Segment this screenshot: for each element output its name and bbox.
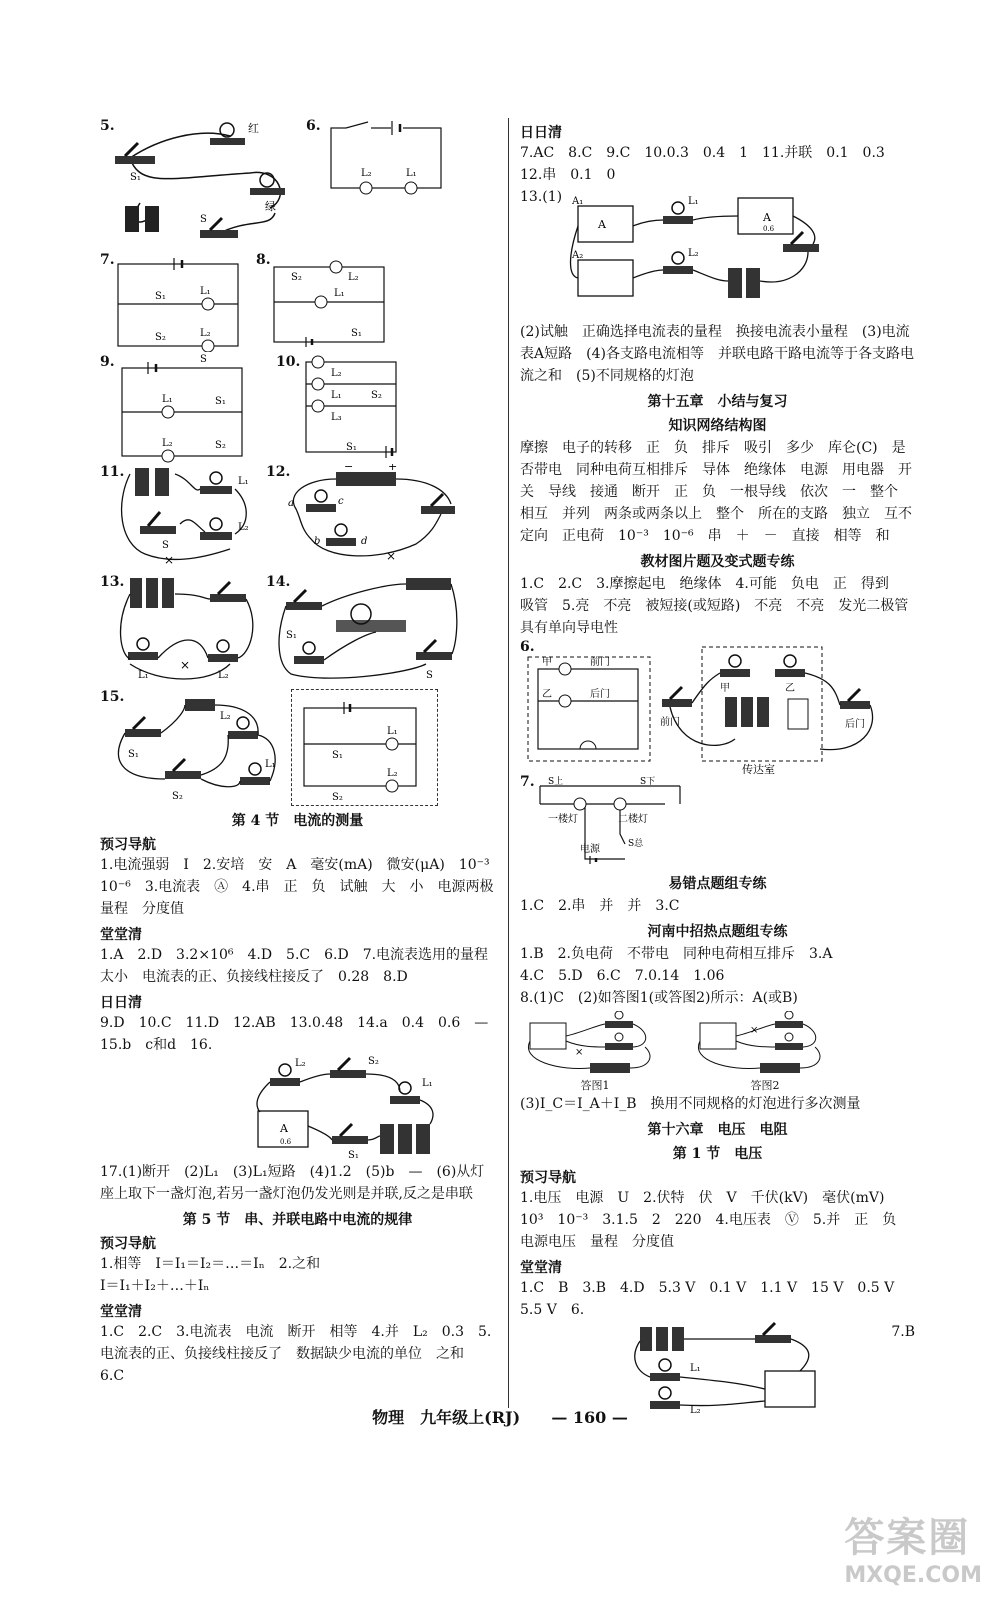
sec1-class-head: 堂堂清 <box>520 1260 562 1276</box>
label-back-door-2: 后门 <box>845 719 865 730</box>
henan-3: 8.(1)C (2)如答图1(或答图2)所示：A(或B) <box>520 990 798 1006</box>
label-c: c <box>338 496 344 507</box>
svg-text:×: × <box>575 1047 584 1058</box>
label-s2: S₂ <box>371 390 382 401</box>
diagram-q16 <box>250 1056 450 1161</box>
diagram-q13: 13. × L₁ L₂ <box>100 574 260 689</box>
diagram-r6: 6. 甲 前门 乙 后门 甲 乙 前门 后门 传达室 <box>520 639 915 774</box>
label-b: b <box>314 536 321 547</box>
diagram-q9: 9. S L₁ S₁ L₂ S₂ <box>100 354 270 464</box>
label-l2: L₂ <box>688 248 699 259</box>
left-column <box>100 118 508 1387</box>
label-s1: S₁ <box>215 396 226 407</box>
label-power: 电源 <box>580 844 600 855</box>
daily-head: 日日清 <box>520 125 562 141</box>
sec1-preview: 1.电压 电源 U 2.伏特 伏 V 千伏(kV) 毫伏(mV) 10³ 10⁻³ 3.1.5 2 220 4.电压表 Ⓥ 5.并 正 负 电源电压 量程 分度值 <box>520 1190 911 1250</box>
label-s-main: S总 <box>628 839 644 849</box>
diagram-q15: 15. L₂ S₁ L₁ S₂ <box>100 689 276 802</box>
label-plus: + <box>388 464 398 473</box>
sec1-preview-head: 预习导航 <box>520 1170 576 1186</box>
sec5-preview-1: 1.相等 I＝I₁＝I₂＝…＝Iₙ 2.之和 <box>100 1256 321 1272</box>
label-scale: 0.6 <box>280 1138 292 1146</box>
label-s1: S₁ <box>346 442 357 453</box>
diagram-q15-circuit <box>291 689 438 806</box>
label-a: A <box>598 218 607 231</box>
sec4-daily-head: 日日清 <box>100 995 142 1011</box>
diagram-r7: 7. S上 S下 一楼灯 二楼灯 电源 S总 <box>520 774 720 869</box>
label-d: d <box>361 536 368 547</box>
label-l2: L₂ <box>348 272 359 283</box>
diagram-r13 <box>568 186 828 321</box>
label-s2: S₂ <box>155 332 166 343</box>
ch15-map-head: 知识网络结构图 <box>668 418 767 434</box>
section-5-title: 第 5 节 串、并联电路中电流的规律 <box>182 1212 413 1228</box>
sec4-q17: 17.(1)断开 (2)L₁ (3)L₁短路 (4)1.2 (5)b — (6)从灯座上取下一盏灯泡,若另一盏灯泡仍发光则是并联,反之是串联 <box>100 1164 485 1202</box>
section-4-title: 第 4 节 电流的测量 <box>231 813 364 829</box>
label-a: a <box>288 498 294 509</box>
sec4-daily: 9.D 10.C 11.D 12.AB 13.0.48 14.a 0.4 0.6 — 15.b c和d 16. <box>100 1015 503 1053</box>
label-l1: L₁ <box>331 390 342 401</box>
ch15-fig: 1.C 2.C 3.摩擦起电 绝缘体 4.可能 负电 正 得到 吸管 5.亮 不亮 被短接(或短路) 不亮 不亮 发光二极管具有单向导电性 <box>520 576 909 636</box>
diagram-q7: 7. S₁ L₁ S₂ L₂ <box>100 252 250 352</box>
label-l2: L₂ <box>690 1405 701 1416</box>
label-l1: L₁ <box>162 394 173 405</box>
label-s1: S₁ <box>130 172 141 183</box>
label-l2: L₂ <box>220 711 231 722</box>
label-l1: L₁ <box>387 726 398 737</box>
henan-4: (3)I_C＝I_A＋I_B 换用不同规格的灯泡进行多次测量 <box>520 1096 861 1112</box>
label-l2: L₂ <box>361 168 372 179</box>
label-l1: L₁ <box>688 196 699 207</box>
diagram-q6: 6. L₂ L₁ <box>306 118 456 198</box>
label-l1: L₁ <box>422 1078 433 1089</box>
henan-2: 4.C 5.D 6.C 7.0.14 1.06 <box>520 968 725 984</box>
sec5-preview-2: I＝I₁＋I₂＋…＋Iₙ <box>100 1278 210 1294</box>
diagram-q8: 8. S₂ L₂ L₁ S₁ <box>256 252 406 352</box>
answer-figure-2-caption: 答图2 <box>750 1079 780 1092</box>
diagram-q10: 10. L₂ L₁ L₃ S₂ S₁ <box>276 354 426 464</box>
label-back-door: 后门 <box>590 689 610 700</box>
label-l1: L₁ <box>200 286 211 297</box>
label-s2: S₂ <box>291 272 302 283</box>
answer-figure-2 <box>690 1011 840 1091</box>
easy: 1.C 2.串 并 并 3.C <box>520 898 680 914</box>
label-jia2: 甲 <box>720 683 730 694</box>
label-a-right: A <box>763 211 772 224</box>
label-s1: S₁ <box>348 1150 359 1161</box>
label-l2: L₂ <box>238 522 249 533</box>
label-s2: S₂ <box>368 1056 379 1067</box>
svg-text:×: × <box>386 549 397 563</box>
answer-figure-1 <box>520 1011 670 1091</box>
label-floor-2-lamp: 二楼灯 <box>618 814 648 825</box>
ch15-fig-head: 教材图片题及变式题专练 <box>640 554 795 570</box>
chapter-15-title: 第十五章 小结与复习 <box>647 394 788 410</box>
sec5-class-head: 堂堂清 <box>100 1304 142 1320</box>
label-s2: S₂ <box>172 791 183 802</box>
label-reception: 传达室 <box>742 763 775 774</box>
label-l2: L₂ <box>387 768 398 779</box>
label-s1: S₁ <box>128 749 139 760</box>
label-red: 红 <box>248 122 259 135</box>
q13-rest: (2)试触 正确选择电流表的量程 换接电流表小量程 (3)电流表A短路 (4)各支路电流相等 并联电路干路电流等于各支路电流之和 (5)不同规格的灯泡 <box>520 324 914 384</box>
sec1-class: 1.C B 3.B 4.D 5.3 V 0.1 V 1.1 V 15 V 0.5 V 5.5 V 6. <box>520 1280 909 1318</box>
column-divider <box>508 118 509 1408</box>
label-s1: S₁ <box>351 328 362 339</box>
ch16-sec1-title: 第 1 节 电压 <box>672 1146 763 1162</box>
label-green: 绿 <box>265 200 276 213</box>
right-column <box>520 118 926 1416</box>
label-front-door-2: 前门 <box>660 717 680 728</box>
footer-page-number: — 160 — <box>551 1408 628 1427</box>
label-l1: L₁ <box>406 168 417 179</box>
diagram-q5: 5. 红 绿 S₁ S <box>100 118 300 248</box>
label-s: S <box>200 354 207 365</box>
label-a2: A₂ <box>572 250 584 261</box>
label-l2: L₂ <box>200 328 211 339</box>
label-s-up: S上 <box>548 777 564 787</box>
sec5-preview-head: 预习导航 <box>100 1236 156 1252</box>
label-scale: 0.6 <box>763 225 775 233</box>
label-minus: − <box>344 464 354 473</box>
label-l1: L₁ <box>690 1363 701 1374</box>
svg-text:×: × <box>750 1025 759 1036</box>
watermark-logo: 答案圈 <box>844 1515 971 1561</box>
label-front-door: 前门 <box>590 657 610 668</box>
svg-text:×: × <box>164 553 175 567</box>
label-s: S <box>426 670 433 681</box>
label-yi2: 乙 <box>785 683 795 694</box>
label-floor-1-lamp: 一楼灯 <box>548 814 578 825</box>
sec4-preview-head: 预习导航 <box>100 837 156 853</box>
q13-label: 13.(1) <box>520 189 563 205</box>
svg-text:×: × <box>180 658 191 672</box>
ch15-map: 摩擦 电子的转移 正 负 排斥 吸引 多少 库仑(C) 是否带电 同种电荷互相排斥 导体 绝缘体 电源 用电器 开关 导线 接通 断开 正 负 一根导线 依次 一 整个 相互 并列 两条或两条以上 整个 所在的支路 独立 互不 定向 正电荷 10⁻³ 10⁻⁶ 串 ＋ － 直接 相等 和 <box>520 440 926 544</box>
label-a1: A₁ <box>572 196 584 207</box>
watermark-url: MXQE.COM <box>844 1563 982 1588</box>
label-l2: L₂ <box>295 1058 306 1069</box>
label-s2: S₂ <box>332 792 343 803</box>
diagram-r16-6 <box>630 1321 830 1416</box>
label-s: S <box>200 214 207 225</box>
diagram-q14: 14. S₁ S <box>266 574 466 689</box>
daily-1: 7.AC 8.C 9.C 10.0.3 0.4 1 11.并联 0.1 0.3 <box>520 145 885 161</box>
label-s1: S₁ <box>332 750 343 761</box>
label-s-down: S下 <box>640 777 656 787</box>
easy-head: 易错点题组专练 <box>668 876 767 892</box>
label-l1: L₁ <box>334 288 345 299</box>
label-l1: L₁ <box>265 759 276 770</box>
chapter-16-title: 第十六章 电压 电阻 <box>647 1122 788 1138</box>
diagram-q11: 11. × L₁ S L₂ <box>100 464 249 567</box>
label-l2: L₂ <box>218 670 229 681</box>
label-s: S <box>162 540 169 551</box>
label-a: A <box>280 1122 288 1135</box>
watermark <box>844 1506 982 1588</box>
sec5-class: 1.C 2.C 3.电流表 电流 断开 相等 4.并 L₂ 0.3 5.电流表的正、负接线柱接反了 数据缺少电流的单位 之和 6.C <box>100 1324 492 1384</box>
footer-subject: 物理 九年级上(RJ) <box>372 1408 521 1427</box>
diagram-q12: 12. × − + a c b d <box>266 464 466 574</box>
label-l1: L₁ <box>138 670 149 681</box>
label-l2: L₂ <box>331 368 342 379</box>
henan-head: 河南中招热点题组专练 <box>647 924 788 940</box>
label-yi: 乙 <box>542 689 552 700</box>
q7b: 7.B <box>891 1324 915 1340</box>
daily-2: 12.串 0.1 0 <box>520 167 616 183</box>
label-l2: L₂ <box>162 438 173 449</box>
sec4-preview: 1.电流强弱 I 2.安培 安 A 毫安(mA) 微安(μA) 10⁻³ 10⁻⁶ 3.电流表 Ⓐ 4.串 正 负 试触 大 小 电源两极 量程 分度值 <box>100 857 508 917</box>
answer-figure-1-caption: 答图1 <box>580 1079 610 1092</box>
label-s2: S₂ <box>215 440 226 451</box>
page-footer <box>0 1405 1000 1428</box>
label-l1: L₁ <box>238 476 249 487</box>
label-s1: S₁ <box>286 630 297 641</box>
label-s1: S₁ <box>155 291 166 302</box>
label-jia: 甲 <box>542 657 552 668</box>
sec4-class: 1.A 2.D 3.2×10⁶ 4.D 5.C 6.D 7.电流表选用的量程太小 电流表的正、负接线柱接反了 0.28 8.D <box>100 947 489 985</box>
label-l3: L₃ <box>331 412 342 423</box>
henan-1: 1.B 2.负电荷 不带电 同种电荷相互排斥 3.A <box>520 946 833 962</box>
sec4-class-head: 堂堂清 <box>100 927 142 943</box>
